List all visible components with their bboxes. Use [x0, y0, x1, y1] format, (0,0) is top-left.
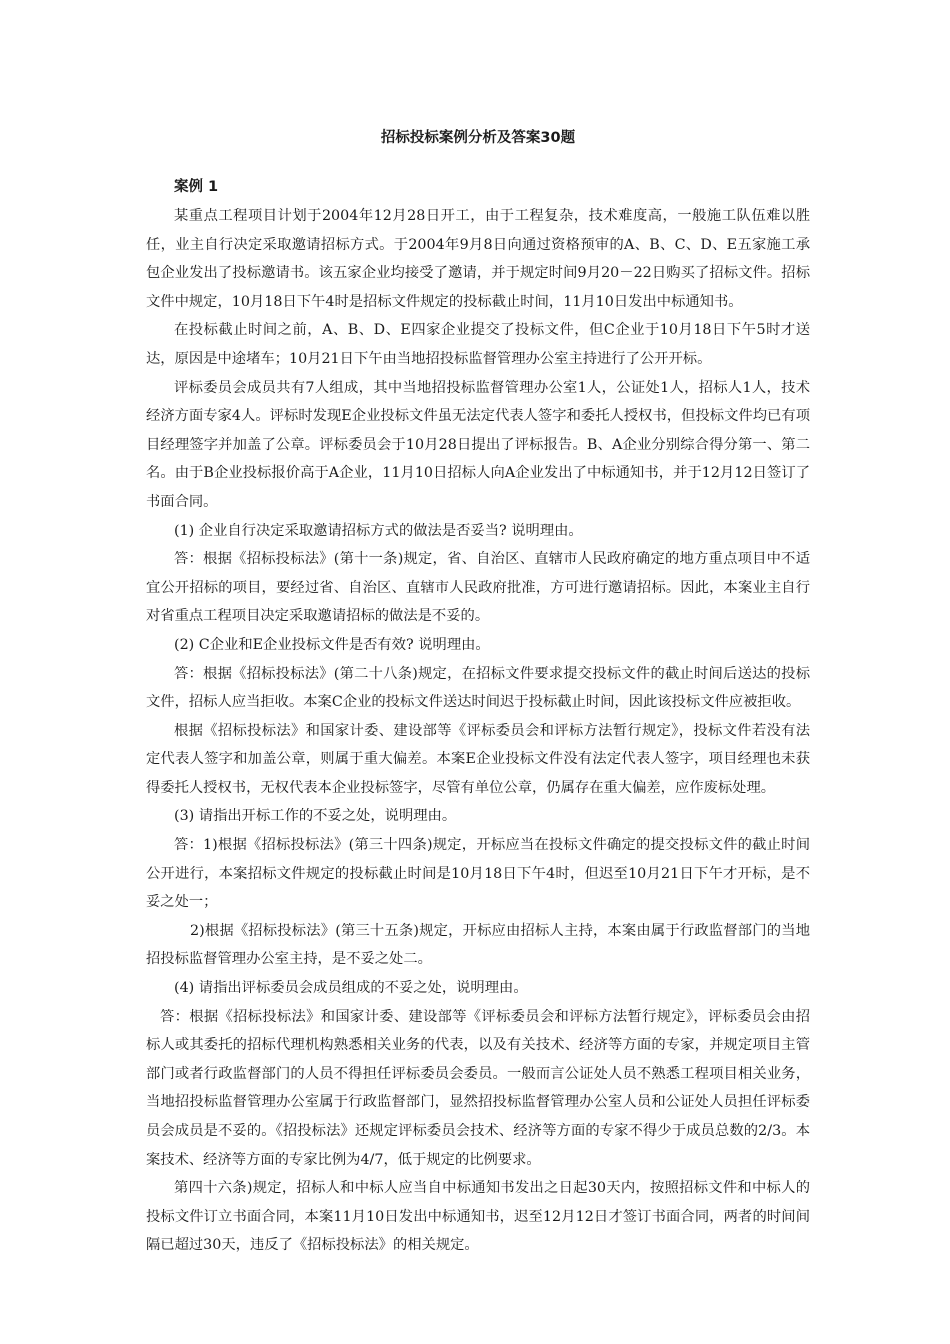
document-title: 招标投标案例分析及答案30题 — [380, 130, 576, 146]
question-3: (3) 请指出开标工作的不妥之处，说明理由。 — [174, 808, 457, 825]
answer-2a: 答：根据《招标投标法》(第二十八条)规定，在招标文件要求提交投标文件的截止时间后送达的投标文件，招标人应当拒收。本案C企业的投标文件送达时间迟于投标截止时间，因此该投标文件应被拒收。 — [146, 665, 810, 711]
question-1: (1) 企业自行决定采取邀请招标方式的做法是否妥当? 说明理由。 — [174, 522, 583, 539]
paragraph-opening: 在投标截止时间之前，A、B、D、E四家企业提交了投标文件，但C企业于10月18日下午5时才送达，原因是中途堵车；10月21日下午由当地招投标监督管理办公室主持进行了公开开标。 — [146, 322, 810, 367]
paragraph-evaluation: 评标委员会成员共有7人组成，其中当地招投标监督管理办公室1人，公证处1人，招标人1人，技术经济方面专家4人。评标时发现E企业投标文件虽无法定代表人签字和委托人授权书，但投标文件均已有项目经理签字并加盖了公章。评标委员会于10月28日提出了评标报告。B、A企业分别综合得分第一、第二名。由于B企业投标报价高于A企业，11月10日招标人向A企业发出了中标通知书，并于12月12日签订了书面合同。 — [146, 379, 810, 510]
paragraph-intro: 某重点工程项目计划于2004年12月28日开工，由于工程复杂，技术难度高，一般施工队伍难以胜任，业主自行决定采取邀请招标方式。于2004年9月8日向通过资格预审的A、B、C、D、E五家施工承包企业发出了投标邀请书。该五家企业均接受了邀请，并于规定时间9月20－22日购买了招标文件。招标文件中规定，10月18日下午4时是招标文件规定的投标截止时间，11月10日发出中标通知书。 — [146, 208, 810, 310]
question-4: (4) 请指出评标委员会成员组成的不妥之处，说明理由。 — [174, 980, 528, 997]
answer-3a: 答：1)根据《招标投标法》(第三十四条)规定，开标应当在投标文件确定的提交投标文件的截止时间公开进行，本案招标文件规定的投标截止时间是10月18日下午4时，但迟至10月21日下午才开标，是不妥之处一； — [146, 837, 810, 911]
answer-3b: 2)根据《招标投标法》(第三十五条)规定，开标应由招标人主持，本案由属于行政监督部门的当地招投标监督管理办公室主持，是不妥之处二。 — [146, 922, 810, 968]
paragraph-contract: 第四十六条)规定，招标人和中标人应当自中标通知书发出之日起30天内，按照招标文件和中标人的投标文件订立书面合同，本案11月10日发出中标通知书，迟至12月12日才签订书面合同，两者的时间间隔已超过30天，违反了《招标投标法》的相关规定。 — [146, 1180, 810, 1254]
case-heading: 案例 1 — [174, 179, 219, 195]
answer-1: 答：根据《招标投标法》(第十一条)规定，省、自治区、直辖市人民政府确定的地方重点项目中不适宜公开招标的项目，要经过省、自治区、直辖市人民政府批准，方可进行邀请招标。因此，本案业主自行对省重点工程项目决定采取邀请招标的做法是不妥的。 — [146, 551, 810, 625]
answer-4: 答：根据《招标投标法》和国家计委、建设部等《评标委员会和评标方法暂行规定》，评标委员会由招标人或其委托的招标代理机构熟悉相关业务的代表，以及有关技术、经济等方面的专家，并规定项目主管部门或者行政监督部门的人员不得担任评标委员会委员。一般而言公证处人员不熟悉工程项目相关业务，当地招投标监督管理办公室属于行政监督部门，显然招投标监督管理办公室人员和公证处人员担任评标委员会成员是不妥的。《招投标法》还规定评标委员会技术、经济等方面的专家不得少于成员总数的2/3。本案技术、经济等方面的专家比例为4/7，低于规定的比例要求。 — [146, 1008, 810, 1168]
answer-2b: 根据《招标投标法》和国家计委、建设部等《评标委员会和评标方法暂行规定》，投标文件若没有法定代表人签字和加盖公章，则属于重大偏差。本案E企业投标文件没有法定代表人签字，项目经理也未获得委托人授权书，无权代表本企业投标签字，尽管有单位公章，仍属存在重大偏差，应作废标处理。 — [146, 722, 810, 796]
document-page — [146, 124, 810, 1260]
question-2: (2) C企业和E企业投标文件是否有效? 说明理由。 — [174, 636, 490, 653]
